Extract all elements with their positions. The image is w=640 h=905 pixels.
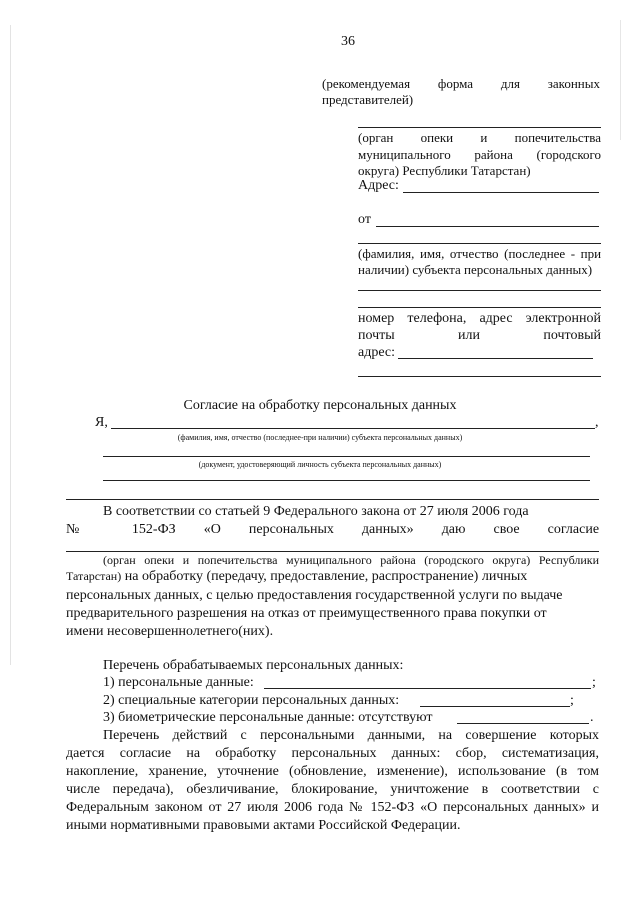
- contact-line2: почты или почтовый: [358, 328, 601, 343]
- list-item-special: 2) специальные категории персональных данных:: [103, 693, 400, 708]
- list-item-personal-end: ;: [592, 675, 596, 690]
- actions-line6: иными нормативными правовыми актами Российской Федерации.: [66, 818, 461, 833]
- actions-line2: дается согласие на обработку персональных данных: сбор, систематизация,: [66, 746, 599, 761]
- para2-line4: имени несовершеннолетнего(них).: [66, 624, 274, 639]
- list-item-personal: 1) персональные данные:: [103, 675, 254, 690]
- list-item-biometric: 3) биометрические персональные данные: отсутствуют: [103, 710, 433, 725]
- fio-caption: (фамилия, имя, отчество (последнее-при наличии) субъекта персональных данных): [177, 433, 463, 442]
- document-caption: (документ, удостоверяющий личность субъекта персональных данных): [198, 460, 442, 469]
- document-field[interactable]: [103, 456, 590, 457]
- from-label: от: [358, 212, 371, 227]
- contact-blank-line[interactable]: [358, 307, 601, 308]
- actions-line4: числе передача), обезличивание, блокирование, уничтожение в соответствии с: [66, 782, 599, 797]
- organ-caption-line3: округа) Республики Татарстан): [358, 163, 531, 178]
- biometric-data-field[interactable]: [457, 723, 589, 724]
- organ-blank-line: [358, 127, 601, 128]
- contact-address-field-line2[interactable]: [358, 376, 601, 377]
- from-field[interactable]: [376, 226, 599, 227]
- actions-line5: Федеральным законом от 27 июля 2006 года № 152-ФЗ «О персональных данных» и: [66, 800, 599, 815]
- form-note-line2: представителей): [322, 92, 414, 107]
- contact-address-label: адрес:: [358, 345, 396, 360]
- fio-blank-line[interactable]: [358, 290, 601, 291]
- actions-line1: Перечень действий с персональными данными, на совершение которых: [103, 728, 599, 743]
- consent-title: Согласие на обработку персональных данных: [183, 398, 457, 413]
- comma: ,: [595, 415, 599, 430]
- contact-line1: номер телефона, адрес электронной: [358, 311, 601, 326]
- organ-caption-line1: (орган опеки и попечительства: [358, 130, 602, 145]
- from-field-line2[interactable]: [358, 243, 601, 244]
- para1-line2: № 152-ФЗ «О персональных данных» даю свое согласие: [66, 522, 600, 537]
- document-field-line2[interactable]: [103, 480, 590, 481]
- contact-address-field[interactable]: [398, 358, 593, 359]
- page-number: 36: [341, 34, 355, 49]
- ya-label: Я,: [95, 415, 108, 430]
- address-label: Адрес:: [358, 178, 399, 193]
- special-data-field[interactable]: [420, 706, 570, 707]
- personal-data-field[interactable]: [264, 688, 591, 689]
- fio-caption-line1: (фамилия, имя, отчество (последнее - при: [358, 246, 602, 261]
- list-item-special-end: ;: [570, 693, 574, 708]
- organ-caption-line2: муниципального района (городского: [358, 147, 602, 162]
- para2-line2: персональных данных, с целью предоставления государственной услуги по выдаче: [66, 588, 563, 603]
- scan-edge: [620, 20, 621, 140]
- form-note-line1: (рекомендуемая форма для законных: [322, 76, 600, 91]
- organ-caption-line1: (орган опеки и попечительства муниципального района (городского округа) Республики: [103, 553, 600, 567]
- address-field[interactable]: [403, 192, 599, 193]
- para2-line3: предварительного разрешения на отказ от преимущественного права покупки от: [66, 606, 547, 621]
- para2-line1: Татарстан) на обработку (передачу, предоставление, распространение) личных: [66, 569, 528, 584]
- list-title: Перечень обрабатываемых персональных данных:: [103, 658, 404, 673]
- para1-line1: В соответствии со статьей 9 Федерального закона от 27 июля 2006 года: [103, 504, 529, 519]
- fio-field[interactable]: [111, 428, 595, 429]
- fio-caption-line2: наличии) субъекта персональных данных): [358, 262, 593, 277]
- actions-line3: накопление, хранение, уточнение (обновление, изменение), использование (в том: [66, 764, 599, 779]
- scan-edge: [10, 25, 11, 665]
- organ-field[interactable]: [66, 551, 599, 552]
- document-field-line3[interactable]: [66, 499, 599, 500]
- list-item-biometric-end: .: [590, 710, 594, 725]
